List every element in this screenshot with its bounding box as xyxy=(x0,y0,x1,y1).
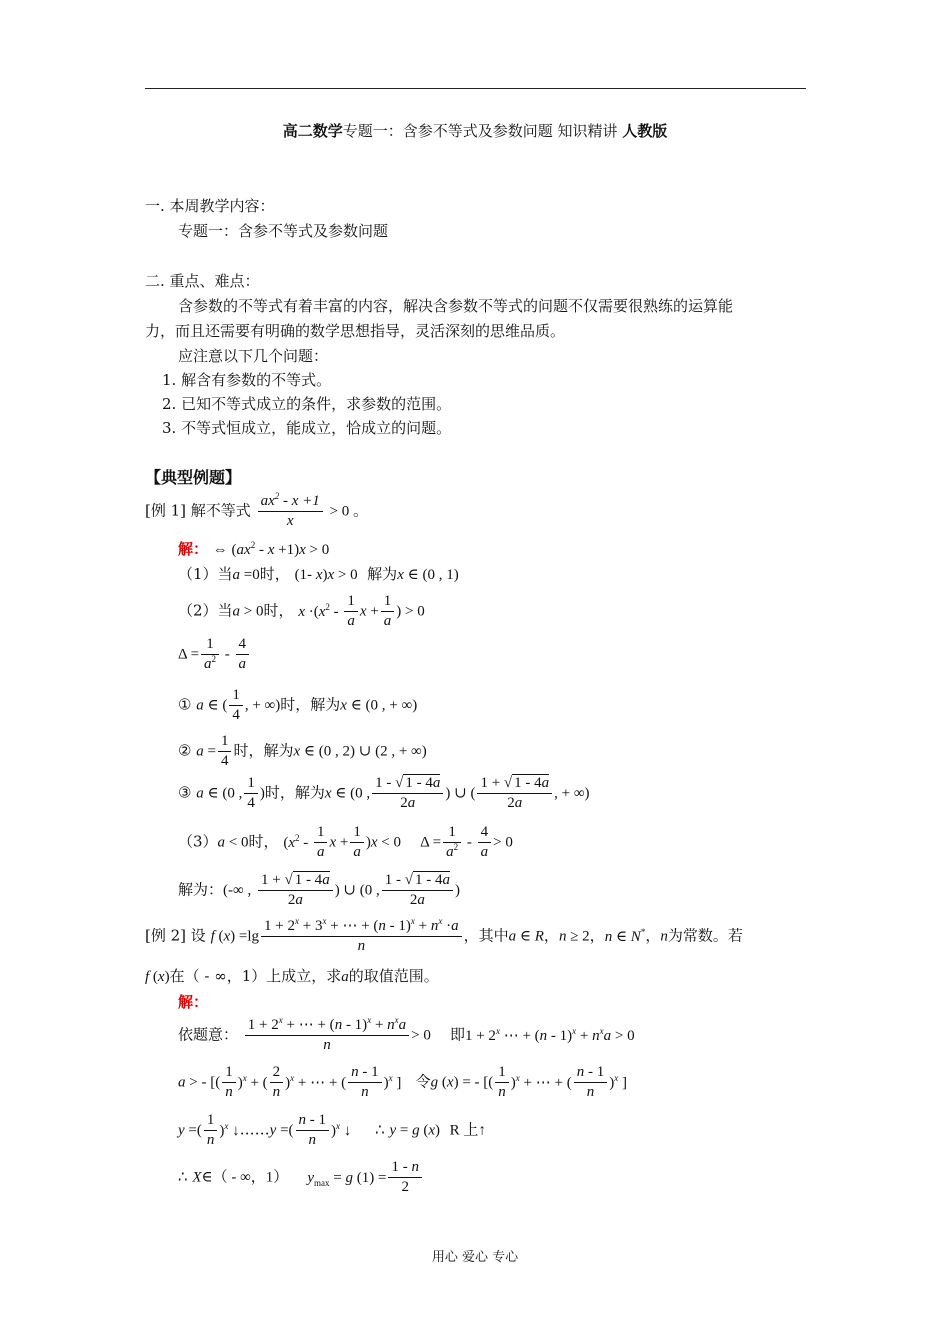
section2-para-line2: 力，而且还需要有明确的数学思想指导，灵活深刻的思维品质。 xyxy=(145,322,566,340)
example1-statement: [例 1] 解不等式 $\frac{ax^2 - x +1}{x}$ > 0 。 xyxy=(145,491,369,529)
list-item: 2. 已知不等式成立的条件，求参数的范围。 xyxy=(162,395,452,413)
section2-heading: 二. 重点、难点： xyxy=(145,272,260,290)
header-rule xyxy=(145,88,806,89)
example1-sub3: ③ a ∈ (0 , $\frac{1}{4}$ )时，解为x ∈ (0 , $\frac{1 - √ 1 - 4a}{2a}$ ) ∪ ( $\frac{1 + √ 1 - 4a}{2a}$ , + ∞) xyxy=(178,775,590,811)
example2-line2: f (x)在（ - ∞，1）上成立，求a的取值范围。 xyxy=(145,967,439,985)
section2-para-line1: 含参数的不等式有着丰富的内容，解决含参数不等式的问题不仅需要很熟练的运算能 xyxy=(178,297,734,315)
example1-sub2: ② a = $\frac{1}{4}$ 时，解为x ∈ (0 , 2) ∪ (2 , + ∞) xyxy=(178,733,427,769)
example1-case3: （3）a < 0时， ($x^2$ - $\frac{1}{a}$ x + $\frac{1}{a}$ )x < 0 Δ = $\frac{1}{a^2}$ - $\frac{4}{a}$ > 0 xyxy=(178,824,513,860)
page-title: 高二数学专题一：含参不等式及参数问题 知识精讲 人教版 xyxy=(282,122,668,140)
example1-delta: Δ = $\frac{1}{a^2}$ - $\frac{4}{a}$ xyxy=(178,637,251,672)
page-footer: 用心 爱心 专心 xyxy=(431,1250,519,1265)
example2-step4: ∴ X∈（ - ∞，1） $y_{max} = g$ (1) = $\frac{1 - n}{2}$ xyxy=(178,1160,424,1195)
list-item: 3. 不等式恒成立，能成立，恰成立的问题。 xyxy=(162,419,452,437)
example1-solution-line: 解： ⇔ $(ax^2 - x +1)x > 0$ xyxy=(178,540,330,558)
section1-content: 专题一：含参不等式及参数问题 xyxy=(178,222,389,240)
example2-statement: [例 2] 设 f (x) =lg $\frac{1 + 2^x + 3^x + \cdots + (n - 1)^x + n^x \cdot a}{n}$ ，其中a ∈ R，n ≥ 2，n ∈ N*，n为常数。若 xyxy=(145,916,743,954)
example2-step1: 依题意： $\frac{1 + 2^x + \cdots + (n - 1)^x + n^xa}{n}$ > 0 即$1 + 2^x$ ⋯ + $(n - 1)^x + n^xa > 0$ xyxy=(178,1015,635,1053)
example2-solution-label: 解： xyxy=(178,993,209,1011)
examples-heading: 【典型例题】 xyxy=(145,468,242,487)
section1-heading: 一. 本周教学内容： xyxy=(145,197,275,215)
example2-step3: y =( $\frac{1}{n}$ )$^x$ ↓……y =( $\frac{n - 1}{n}$ )$^x$ ↓ ∴ y = g (x) R 上↑ xyxy=(178,1112,486,1148)
example1-case2: （2）当a > 0时， $x \cdot(x^2$ - $\frac{1}{a}$ x + $\frac{1}{a}$ ) > 0 xyxy=(178,593,425,629)
example1-sub1: ① a ∈ ( $\frac{1}{4}$ , + ∞)时，解为x ∈ (0 , + ∞) xyxy=(178,687,418,723)
section2-note: 应注意以下几个问题： xyxy=(178,347,329,365)
example2-step2: a > - [( $\frac{1}{n}$ )$^x$ + ( $\frac{2}{n}$ )$^x$ + ⋯ + ( $\frac{n - 1}{n}$ )$^x$ ] 令g (x) = - [( $\frac{1}{n}$ )$^x$ + ⋯ + ( $\frac{n - 1}{n}$ )$^x$ ] xyxy=(178,1064,627,1100)
list-item: 1. 解含有参数的不等式。 xyxy=(162,371,332,389)
example1-final: 解为：(-∞ , $\frac{1 + √ 1 - 4a}{2a}$ ) ∪ (0 , $\frac{1 - √ 1 - 4a}{2a}$ ) xyxy=(178,872,460,908)
example1-case1: （1）当a =0时， (1- x)x > 0 解为x ∈ (0 , 1) xyxy=(178,565,459,583)
